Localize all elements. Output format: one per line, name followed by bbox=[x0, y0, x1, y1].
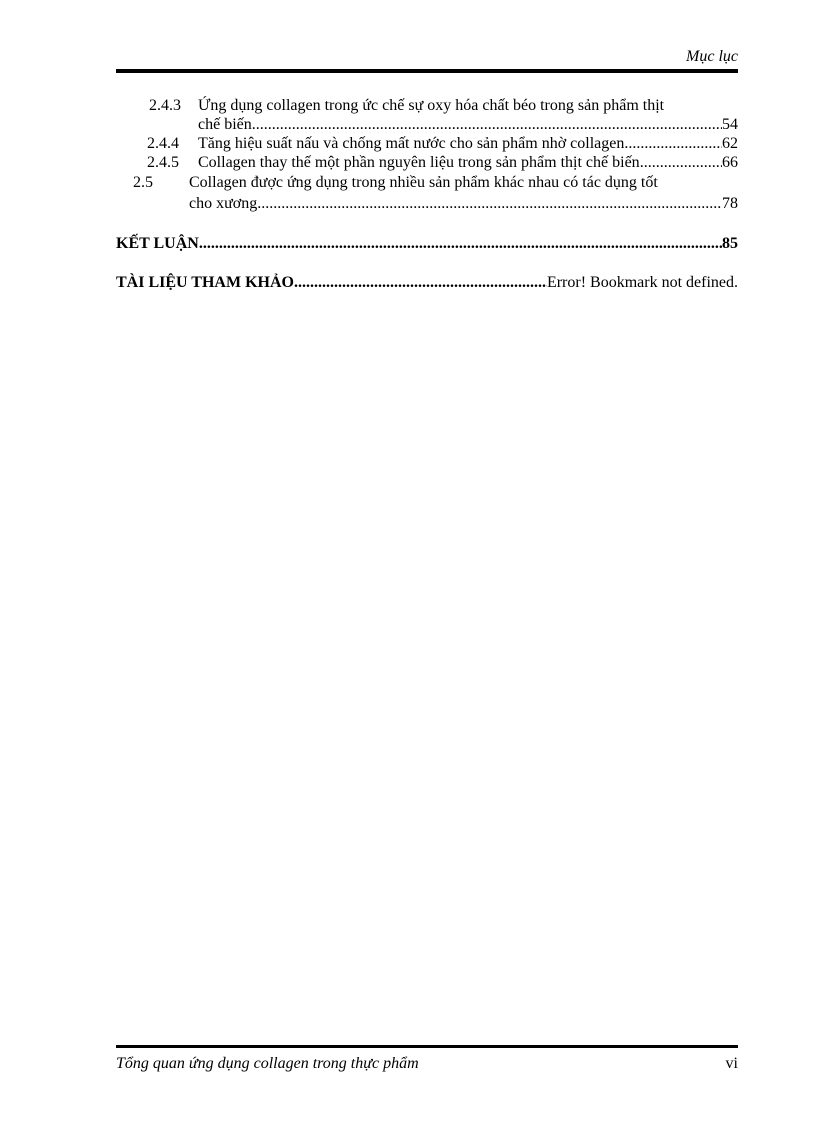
toc-page: 85 bbox=[722, 235, 738, 252]
toc-leader bbox=[294, 273, 547, 293]
toc-page: Error! Bookmark not defined. bbox=[546, 274, 738, 291]
toc-entry-line bbox=[189, 194, 738, 214]
toc-entry-line bbox=[116, 234, 738, 254]
toc-number: 2.4.4 bbox=[147, 135, 179, 152]
toc-entry-line bbox=[198, 134, 738, 154]
toc-entry-2-4-3-cont[interactable] bbox=[116, 115, 738, 135]
toc-page: 66 bbox=[722, 154, 738, 171]
toc-entry-2-5[interactable] bbox=[116, 173, 738, 193]
toc-page: 54 bbox=[722, 116, 738, 133]
toc-entry-ket-luan[interactable] bbox=[116, 234, 738, 254]
toc-leader bbox=[252, 115, 722, 135]
toc-text: KẾT LUẬN bbox=[116, 235, 199, 252]
toc-leader bbox=[257, 194, 722, 214]
toc-entry-line bbox=[189, 173, 738, 193]
header-title: Mục lục bbox=[686, 48, 738, 65]
toc-entry-line bbox=[116, 273, 738, 293]
toc-text: chế biến bbox=[198, 116, 252, 133]
toc-text: TÀI LIỆU THAM KHẢO bbox=[116, 274, 294, 291]
toc-text: Collagen được ứng dụng trong nhiều sản phẩm khác nhau có tác dụng tốt bbox=[189, 174, 658, 191]
toc-text: Tăng hiệu suất nấu và chống mất nước cho sản phẩm nhờ collagen bbox=[198, 135, 625, 152]
toc-leader bbox=[199, 234, 722, 254]
toc-entry-2-4-5[interactable] bbox=[116, 153, 738, 173]
toc-text: Collagen thay thế một phần nguyên liệu trong sản phẩm thịt chế biến bbox=[198, 154, 640, 171]
toc-entry-2-5-cont[interactable] bbox=[116, 194, 738, 214]
toc-number: 2.4.5 bbox=[147, 154, 179, 171]
page-number: vi bbox=[725, 1055, 738, 1072]
toc-entry-line bbox=[198, 115, 738, 135]
toc-entry-2-4-4[interactable] bbox=[116, 134, 738, 154]
toc-leader bbox=[640, 153, 722, 173]
toc-number: 2.5 bbox=[133, 174, 153, 191]
toc-leader bbox=[624, 134, 722, 154]
toc-entry-2-4-3[interactable] bbox=[116, 96, 738, 116]
toc-page: 78 bbox=[722, 195, 738, 212]
footer-title: Tổng quan ứng dụng collagen trong thực phẩm bbox=[116, 1055, 419, 1072]
toc-entry-tai-lieu[interactable] bbox=[116, 273, 738, 293]
footer-rule bbox=[116, 1045, 738, 1048]
toc-page: 62 bbox=[722, 135, 738, 152]
toc-entry-line bbox=[198, 96, 738, 116]
header-rule bbox=[116, 69, 738, 73]
toc-entry-line bbox=[198, 153, 738, 173]
toc-number: 2.4.3 bbox=[149, 97, 181, 114]
toc-text: Ứng dụng collagen trong ức chế sự oxy hóa chất béo trong sản phẩm thịt bbox=[198, 97, 665, 114]
toc-text: cho xương bbox=[189, 195, 258, 212]
